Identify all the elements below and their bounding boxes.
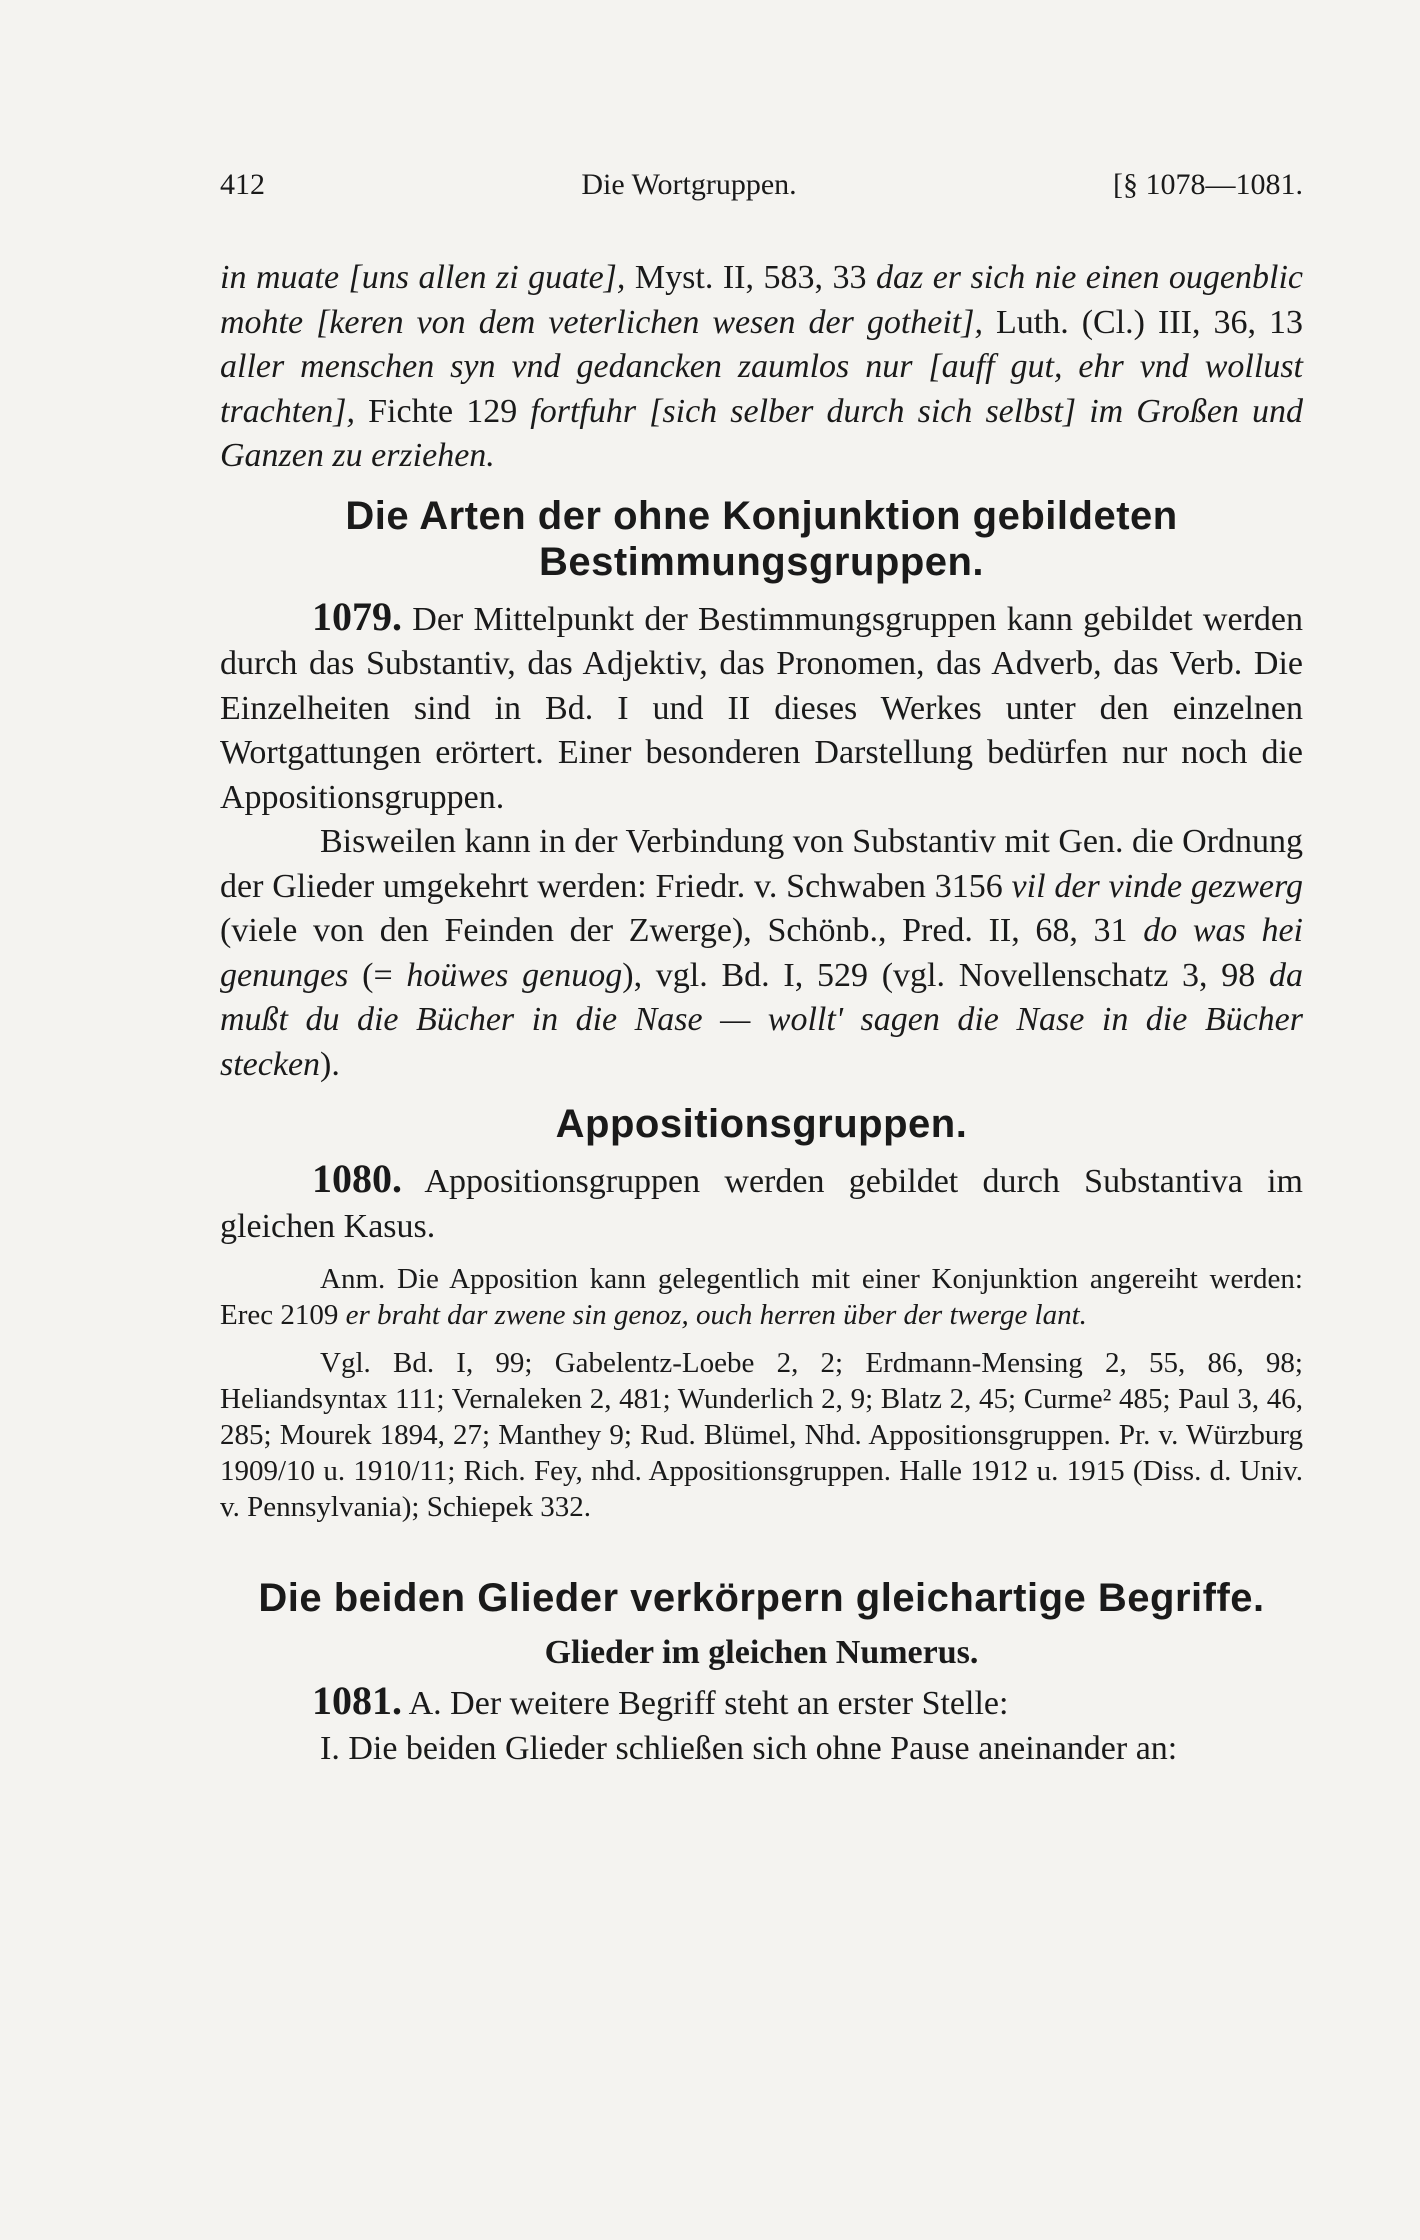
section-range: [§ 1078—1081. (1113, 168, 1303, 201)
running-title: Die Wortgruppen. (581, 168, 797, 201)
citation: Fichte 129 (355, 392, 531, 430)
book-page (220, 168, 1303, 1771)
page-number: 412 (220, 168, 265, 201)
section-1080 (220, 1157, 1303, 1249)
paragraph-continuation (220, 256, 1303, 479)
citation: Myst. II, 583, 33 (625, 259, 876, 296)
quote: da mußt du die Bücher in die Nase — wollt' sagen die Nase in die Bücher stecken (220, 956, 1304, 1083)
section-text: A. Der weitere Begriff steht an erster Stelle: (402, 1685, 1009, 1722)
section-1081-point-1: I. Die beiden Glieder schließen sich ohne Pause aneinander an: (320, 1729, 1178, 1767)
quote: fortfuhr [sich selber durch sich selbst] im Großen und Ganzen zu erziehen. (220, 392, 1304, 474)
quote: er braht dar zwene sin genoz, ouch herren über der twerge lant. (345, 1299, 1087, 1331)
heading-appositionsgruppen: Appositionsgruppen. (555, 1102, 968, 1146)
text: Anm. Die Apposition kann gelegentlich mit einer Konjunktion angereiht werden: Erec 2109 (220, 1263, 1303, 1331)
citation: Luth. (Cl.) III, 36, 13 (982, 303, 1303, 341)
subheading-numerus: Glieder im gleichen Numerus. (544, 1634, 979, 1671)
text: ). (320, 1045, 340, 1083)
text: ), vgl. Bd. I, 529 (vgl. Novellenschatz 3, 98 (622, 956, 1270, 994)
quote: do was hei genunges (220, 912, 1303, 994)
section-1081 (220, 1679, 1303, 1727)
paragraph-bisweilen (220, 820, 1303, 1087)
heading-arten: Die Arten der ohne Konjunktion gebildeten Bestimmungsgruppen. (345, 493, 1178, 584)
section-number: 1081. (312, 1678, 402, 1723)
bibliography-vgl: Vgl. Bd. I, 99; Gabelentz-Loebe 2, 2; Erdmann-Mensing 2, 55, 86, 98; Heliandsyntax 111; Vernaleken 2, 481; Wunderlich 2, 9; Blatz 2, 45; Curme² 485; Paul 3, 46, 285; Mourek 1894, 27; Manthey 9; Rud. Blümel, Nhd. Appositionsgruppen. Pr. v. Würzburg 1909/10 u. 1910/11; Rich. Fey, nhd. Appositionsgruppen. Halle 1912 u. 1915 (Diss. d. Univ. v. Pennsylvania); Schiepek 332. (220, 1347, 1303, 1523)
text: (viele von den Feinden der Zwerge), Schönb., Pred. II, 68, 31 (220, 912, 1144, 949)
spacer (220, 1525, 1303, 1561)
text: Bisweilen kann in der Verbindung von Substantiv mit Gen. die Ordnung der Glieder umgekehrt werden: Friedr. v. Schwaben 3156 (220, 823, 1303, 905)
section-number: 1079. (312, 593, 402, 639)
annotation-anm (220, 1261, 1303, 1333)
text: (= (348, 956, 407, 994)
section-text: Der Mittelpunkt der Bestimmungsgruppen kann gebildet werden durch das Substantiv, das Adjektiv, das Pronomen, das Adverb, das Verb. Die Einzelheiten sind in Bd. I und II dieses Werkes unter den einzelnen Wortgattungen erörtert. Einer besonderen Darstellung bedürfen nur noch die Appositionsgruppen. (220, 600, 1303, 816)
section-text: Appositionsgruppen werden gebildet durch Substantiva im gleichen Kasus. (220, 1163, 1303, 1245)
heading-beiden-glieder: Die beiden Glieder verkörpern gleichartige Begriffe. (258, 1576, 1265, 1620)
section-number: 1080. (312, 1156, 402, 1201)
running-head (220, 168, 1303, 216)
quote: hoüwes genuog (406, 956, 623, 994)
quote: daz er sich nie einen ougenblic mohte [keren von dem veterlichen wesen der gotheit], (220, 259, 1304, 341)
quote: vil der vinde gezwerg (1011, 867, 1303, 905)
section-1079 (220, 595, 1303, 821)
quote: aller menschen syn vnd gedancken zaumlos nur [auff gut, ehr vnd wollust trachten], (220, 348, 1303, 430)
quote: in muate [uns allen zi guate], (220, 259, 626, 296)
